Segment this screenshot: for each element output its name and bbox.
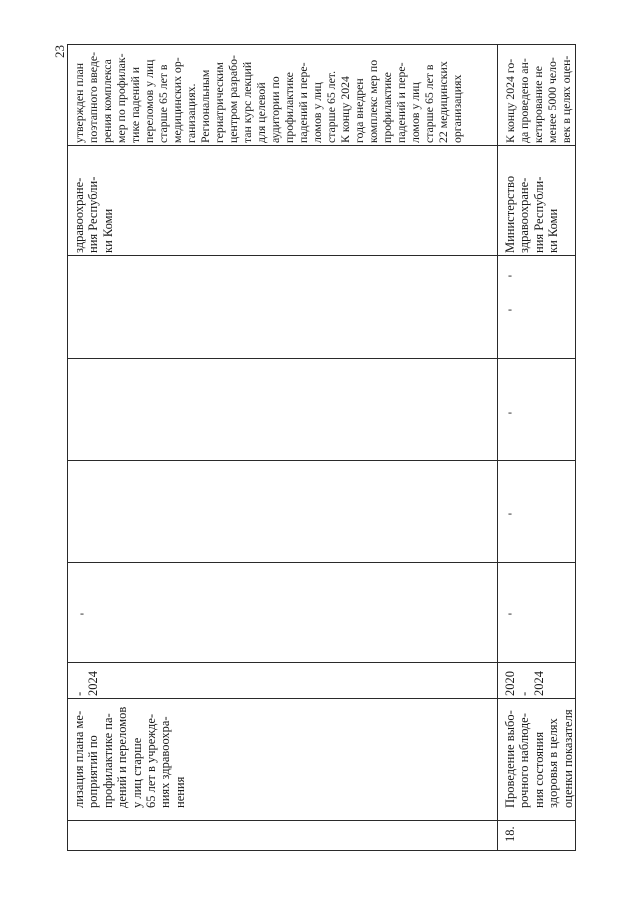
col-divider: [67, 662, 576, 663]
table-border-right: [575, 44, 576, 851]
row-18-result: К концу 2024 го- да проведено ан- кетирование не менее 5000 чело- век в целях оцен-: [503, 55, 573, 143]
prev-row-period: - 2024: [72, 671, 101, 696]
row-18-dash: -: [508, 405, 512, 419]
table-border-left: [67, 44, 68, 851]
prev-row-dash: -: [80, 606, 84, 620]
col-divider: [67, 358, 576, 359]
row-18-dash: -: [508, 268, 512, 282]
col-divider: [67, 698, 576, 699]
table-border-bottom: [67, 850, 576, 851]
col-divider: [67, 820, 576, 821]
row-18-dash: -: [508, 506, 512, 520]
col-divider: [67, 562, 576, 563]
row-18-dash: -: [508, 302, 512, 316]
row-18-responsible: Министерство здравоохране- ния Республи- ки Коми: [503, 175, 561, 253]
page-number: 23: [52, 45, 67, 58]
row-18-period: 2020 - 2024: [503, 671, 546, 696]
prev-row-description: лизация плана ме- роприятий по профилактике па- дений и переломов у лиц старше 65 лет в учрежде- ниях здравоохра- нения: [72, 706, 187, 808]
row-divider: [497, 44, 498, 851]
row-18-description: Проведение выбо- рочного наблюде- ния состояния здоровья в целях оценки показателя: [503, 709, 575, 808]
row-18-number: 18.: [503, 826, 517, 842]
col-divider: [67, 145, 576, 146]
prev-row-responsible: здравоохране- ния Республи- ки Коми: [72, 176, 115, 253]
prev-row-result: утвержден план поэтапного введе- рения комплекса мер по профилак- тике падений и переломов у лиц старше 65 лет в медицинских ор- ганизациях. Региональным гериатрическим центром разрабо- тан курс лекций для целевой аудитории по профилактике падений и пере- ломов у лиц старше 65 лет. К концу 2024 года внедрен комплекс мер по профилактике падений и пере- ломов у лиц старше 65 лет в 22 медицинских организациях: [72, 51, 464, 143]
col-divider: [67, 460, 576, 461]
col-divider: [67, 255, 576, 256]
table-border-top: [67, 44, 576, 45]
row-18-dash: -: [508, 606, 512, 620]
